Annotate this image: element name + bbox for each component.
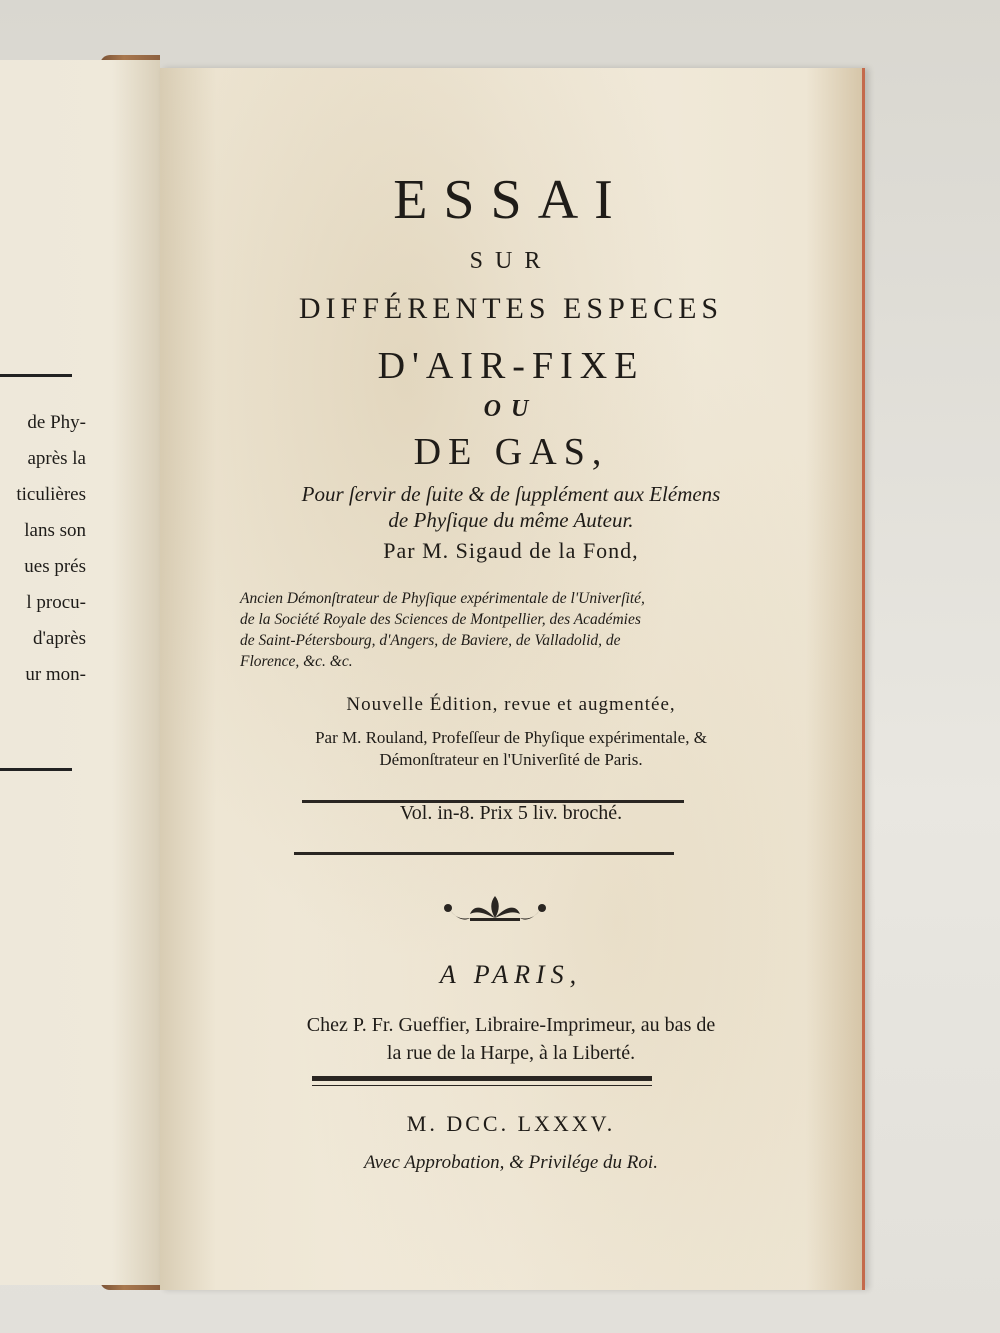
left-page-top-rule xyxy=(0,374,72,377)
reviser-line-2: Démonſtrateur en l'Univerſité de Paris. xyxy=(379,750,643,769)
title-differentes-especes: DIFFÉRENTES ESPECES xyxy=(298,292,724,325)
author-qualifications-line: Ancien Démonſtrateur de Phyſique expérimentale de l'Univerſité, xyxy=(240,590,645,607)
title-sur: SUR xyxy=(469,248,553,274)
privilege-line: Avec Approbation, & Privilége du Roi. xyxy=(364,1152,658,1173)
left-page-line: d'après xyxy=(32,628,86,649)
imprint-rule-thick xyxy=(312,1076,652,1081)
edition-statement: Nouvelle Édition, revue et augmentée, xyxy=(346,694,676,715)
author-qualifications-line: de Saint-Pétersbourg, d'Angers, de Baviere, de Valladolid, de xyxy=(240,632,621,649)
author: Par M. Sigaud de la Fond, xyxy=(383,538,639,563)
fleuron-ornament-icon xyxy=(440,888,550,928)
left-page-bottom-rule xyxy=(0,768,72,771)
title-air-fixe: D'AIR-FIXE xyxy=(377,345,645,387)
title-de-gas: DE GAS, xyxy=(413,431,609,473)
title-ou: OU xyxy=(483,396,539,422)
left-page-line: lans son xyxy=(24,520,86,541)
left-page xyxy=(0,60,160,1285)
left-page-line: ticulières xyxy=(16,484,86,505)
reviser-line-1: Par M. Rouland, Profeſſeur de Phyſique expérimentale, & xyxy=(315,728,707,747)
subtitle-line-1: Pour ſervir de ſuite & de ſupplément aux Elémens xyxy=(301,482,721,506)
imprint-rule-thin xyxy=(312,1085,652,1086)
left-page-line: ur mon- xyxy=(25,664,86,685)
left-page-line: l procu- xyxy=(26,592,86,613)
imprint-year: M. DCC. LXXXV. xyxy=(406,1111,616,1136)
subtitle-line-2: de Phyſique du même Auteur. xyxy=(388,508,634,532)
left-page-line: de Phy- xyxy=(27,412,86,433)
publisher-line-1: Chez P. Fr. Gueffier, Libraire-Imprimeur, au bas de xyxy=(306,1014,716,1036)
author-qualifications-line: de la Société Royale des Sciences de Montpellier, des Académies xyxy=(240,611,641,628)
title-page xyxy=(160,68,865,1290)
price-line: Vol. in-8. Prix 5 liv. broché. xyxy=(399,802,623,824)
book-title: ESSAI xyxy=(393,169,629,231)
author-qualifications-line: Florence, &c. &c. xyxy=(240,653,353,670)
publisher-line-2: la rue de la Harpe, à la Liberté. xyxy=(386,1042,636,1064)
imprint-place: A PARIS, xyxy=(439,960,583,989)
left-page-line: après la xyxy=(27,448,86,469)
left-page-line: ues prés xyxy=(24,556,86,577)
price-bottom-rule xyxy=(294,852,674,855)
